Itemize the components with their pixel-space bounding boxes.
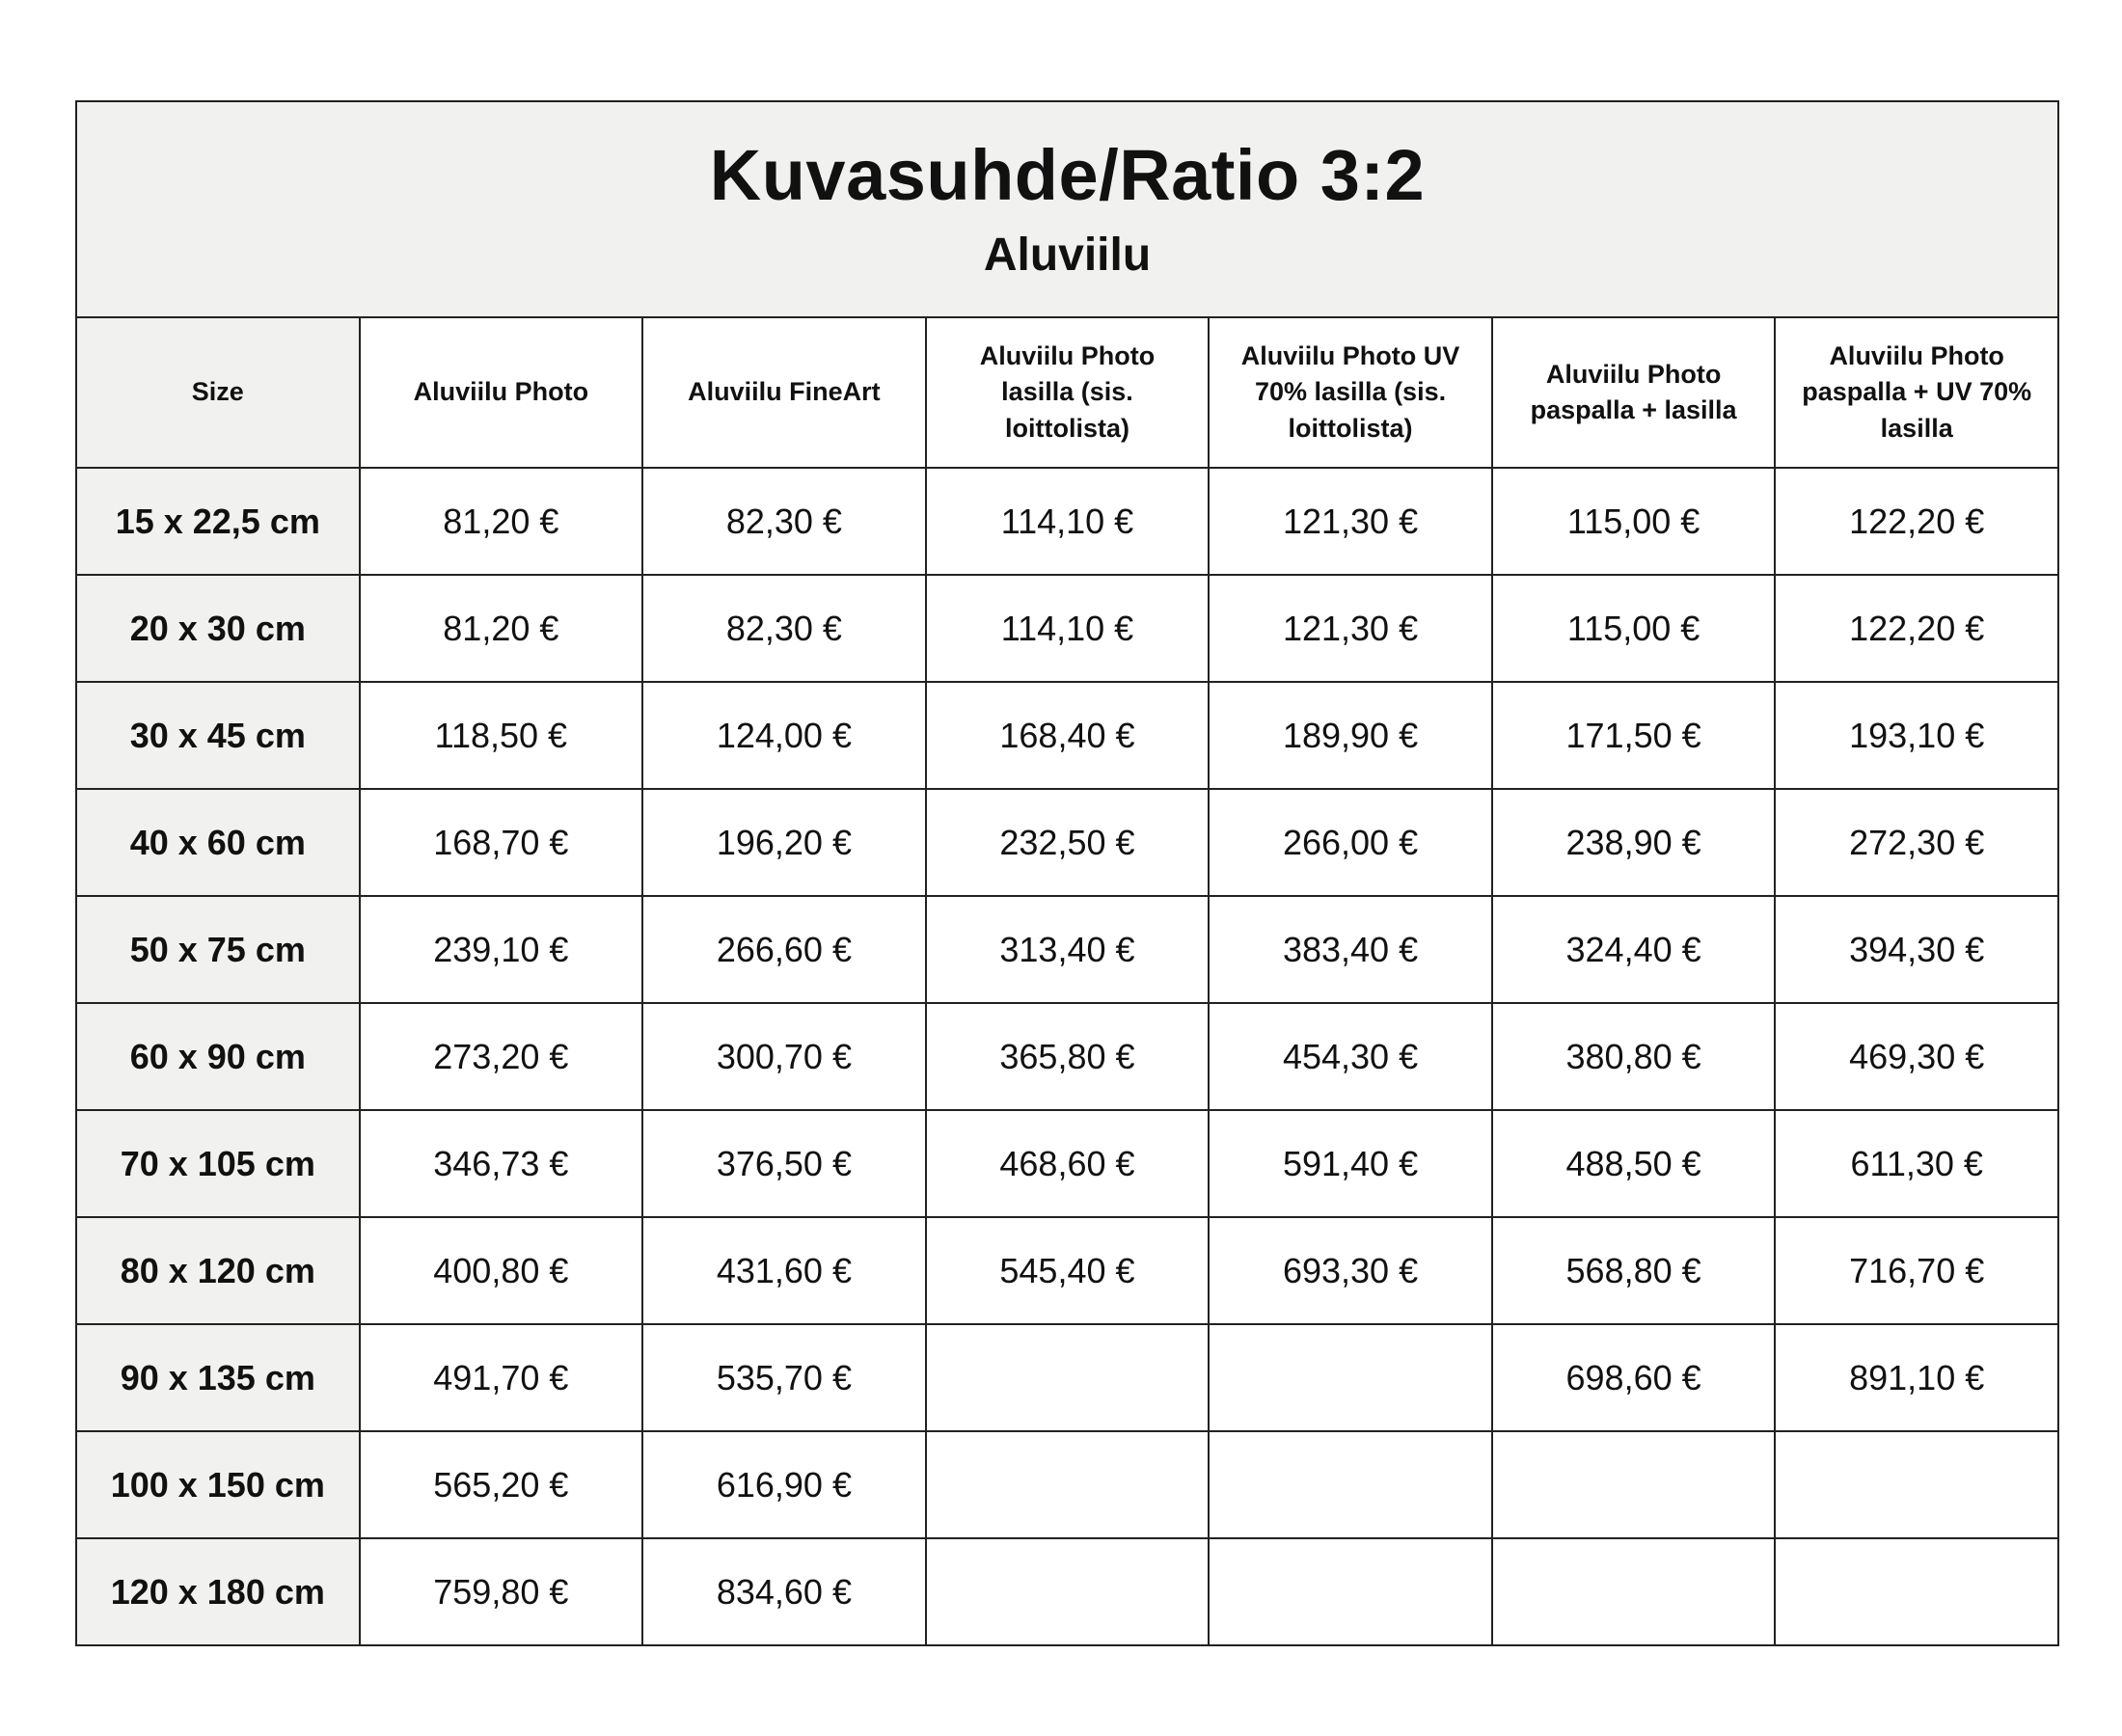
price-cell: 118,50 €	[360, 682, 643, 789]
price-cell: 232,50 €	[926, 789, 1210, 896]
price-cell	[1209, 1324, 1492, 1431]
price-cell: 616,90 €	[642, 1431, 926, 1538]
price-cell: 171,50 €	[1492, 682, 1776, 789]
table-row	[76, 896, 2058, 1003]
table-row	[76, 1538, 2058, 1645]
price-cell	[926, 1538, 1210, 1645]
price-cell: 189,90 €	[1209, 682, 1492, 789]
price-cell: 124,00 €	[642, 682, 926, 789]
table-row	[76, 1217, 2058, 1324]
price-cell: 81,20 €	[360, 575, 643, 682]
price-cell: 693,30 €	[1209, 1217, 1492, 1324]
size-cell: 20 x 30 cm	[76, 575, 360, 682]
size-cell: 100 x 150 cm	[76, 1431, 360, 1538]
table-row	[76, 575, 2058, 682]
price-cell: 273,20 €	[360, 1003, 643, 1110]
price-cell: 376,50 €	[642, 1110, 926, 1217]
price-cell: 196,20 €	[642, 789, 926, 896]
price-cell: 891,10 €	[1775, 1324, 2058, 1431]
price-cell	[926, 1431, 1210, 1538]
column-header-photo-mat-glass: Aluviilu Photo paspalla + lasilla	[1492, 317, 1776, 468]
price-cell: 394,30 €	[1775, 896, 2058, 1003]
price-table	[75, 100, 2059, 1646]
table-row	[76, 468, 2058, 575]
price-cell	[1209, 1431, 1492, 1538]
page-title: Kuvasuhde/Ratio 3:2	[709, 134, 1426, 215]
price-cell: 313,40 €	[926, 896, 1210, 1003]
price-cell: 122,20 €	[1775, 575, 2058, 682]
price-cell: 168,40 €	[926, 682, 1210, 789]
column-header-photo-mat-uv-glass: Aluviilu Photo paspalla + UV 70% lasilla	[1775, 317, 2058, 468]
size-cell: 40 x 60 cm	[76, 789, 360, 896]
price-cell	[1209, 1538, 1492, 1645]
price-cell: 266,00 €	[1209, 789, 1492, 896]
price-cell: 545,40 €	[926, 1217, 1210, 1324]
size-cell: 80 x 120 cm	[76, 1217, 360, 1324]
table-row	[76, 1003, 2058, 1110]
size-cell: 70 x 105 cm	[76, 1110, 360, 1217]
price-cell: 272,30 €	[1775, 789, 2058, 896]
price-cell: 121,30 €	[1209, 468, 1492, 575]
price-cell: 716,70 €	[1775, 1217, 2058, 1324]
price-cell: 469,30 €	[1775, 1003, 2058, 1110]
price-cell: 380,80 €	[1492, 1003, 1776, 1110]
column-header-fineart: Aluviilu FineArt	[642, 317, 926, 468]
price-cell	[1775, 1431, 2058, 1538]
title-row	[76, 101, 2058, 317]
price-cell: 591,40 €	[1209, 1110, 1492, 1217]
price-cell: 324,40 €	[1492, 896, 1776, 1003]
price-cell: 266,60 €	[642, 896, 926, 1003]
price-cell: 611,30 €	[1775, 1110, 2058, 1217]
price-cell: 193,10 €	[1775, 682, 2058, 789]
price-cell: 383,40 €	[1209, 896, 1492, 1003]
table-row	[76, 1431, 2058, 1538]
table-row	[76, 1110, 2058, 1217]
table-row	[76, 1324, 2058, 1431]
column-header-photo-uv-glass: Aluviilu Photo UV 70% lasilla (sis. loittolista)	[1209, 317, 1492, 468]
size-cell: 30 x 45 cm	[76, 682, 360, 789]
title-cell	[76, 101, 2058, 317]
price-cell: 239,10 €	[360, 896, 643, 1003]
table-row	[76, 682, 2058, 789]
price-cell: 168,70 €	[360, 789, 643, 896]
price-cell: 565,20 €	[360, 1431, 643, 1538]
price-cell: 300,70 €	[642, 1003, 926, 1110]
price-cell: 491,70 €	[360, 1324, 643, 1431]
price-cell: 238,90 €	[1492, 789, 1776, 896]
price-cell: 454,30 €	[1209, 1003, 1492, 1110]
price-cell	[1492, 1431, 1776, 1538]
size-cell: 15 x 22,5 cm	[76, 468, 360, 575]
price-cell: 82,30 €	[642, 575, 926, 682]
size-cell: 60 x 90 cm	[76, 1003, 360, 1110]
size-cell: 90 x 135 cm	[76, 1324, 360, 1431]
price-cell: 488,50 €	[1492, 1110, 1776, 1217]
price-cell: 114,10 €	[926, 575, 1210, 682]
size-cell: 50 x 75 cm	[76, 896, 360, 1003]
price-cell	[1492, 1538, 1776, 1645]
price-cell: 834,60 €	[642, 1538, 926, 1645]
price-cell: 468,60 €	[926, 1110, 1210, 1217]
page-subtitle: Aluviilu	[983, 229, 1152, 281]
price-cell: 365,80 €	[926, 1003, 1210, 1110]
price-cell: 115,00 €	[1492, 468, 1776, 575]
price-cell: 121,30 €	[1209, 575, 1492, 682]
column-header-photo-glass: Aluviilu Photo lasilla (sis. loittolista)	[926, 317, 1210, 468]
column-header-size: Size	[76, 317, 360, 468]
price-cell: 81,20 €	[360, 468, 643, 575]
price-cell: 535,70 €	[642, 1324, 926, 1431]
price-cell: 568,80 €	[1492, 1217, 1776, 1324]
price-cell: 82,30 €	[642, 468, 926, 575]
price-cell: 115,00 €	[1492, 575, 1776, 682]
price-cell	[926, 1324, 1210, 1431]
price-cell: 114,10 €	[926, 468, 1210, 575]
price-cell	[1775, 1538, 2058, 1645]
price-cell: 400,80 €	[360, 1217, 643, 1324]
price-cell: 122,20 €	[1775, 468, 2058, 575]
column-header-photo: Aluviilu Photo	[360, 317, 643, 468]
table-row	[76, 789, 2058, 896]
price-cell: 759,80 €	[360, 1538, 643, 1645]
price-cell: 698,60 €	[1492, 1324, 1776, 1431]
header-row	[76, 317, 2058, 468]
price-cell: 431,60 €	[642, 1217, 926, 1324]
size-cell: 120 x 180 cm	[76, 1538, 360, 1645]
price-cell: 346,73 €	[360, 1110, 643, 1217]
